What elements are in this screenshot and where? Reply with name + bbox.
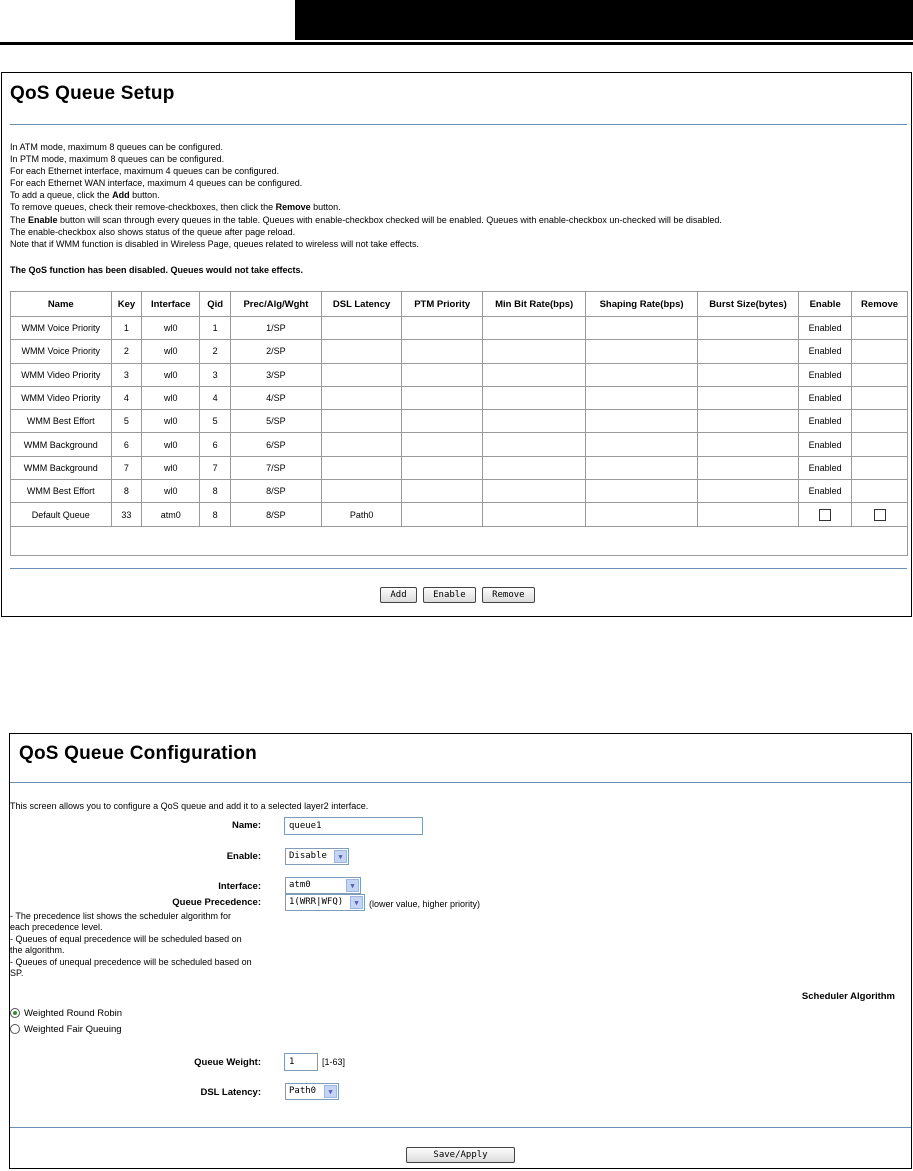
radio-wrr-label: Weighted Round Robin	[24, 1008, 123, 1019]
cell-ptm-priority	[402, 386, 483, 409]
cell-ptm-priority	[402, 503, 483, 526]
cell-burst-size	[697, 456, 799, 479]
cell-enable: Enabled	[799, 410, 852, 433]
col-enable: Enable	[799, 292, 852, 317]
cell-key: 3	[111, 363, 142, 386]
cell-shaping-rate	[586, 503, 697, 526]
title-divider	[10, 124, 907, 125]
table-row	[11, 456, 908, 479]
cell-dsl-latency	[321, 456, 402, 479]
enable-label: Enable:	[226, 851, 261, 862]
cell-ptm-priority	[402, 433, 483, 456]
name-input[interactable]: queue1	[284, 817, 423, 835]
cell-burst-size	[697, 503, 799, 526]
title-divider	[10, 782, 911, 783]
cell-name: WMM Voice Priority	[11, 317, 112, 340]
note-line: The enable-checkbox also shows status of the queue after page reload.	[10, 226, 296, 237]
cell-ptm-priority	[402, 340, 483, 363]
queue-precedence-label: Queue Precedence:	[172, 897, 261, 908]
note-line: For each Ethernet WAN interface, maximum 4 queues can be configured.	[10, 178, 303, 189]
cell-qid: 4	[200, 386, 231, 409]
cell-qid: 2	[200, 340, 231, 363]
chevron-down-icon: ▼	[350, 896, 363, 909]
radio-wfq-label: Weighted Fair Queuing	[24, 1024, 122, 1035]
cell-qid: 7	[200, 456, 231, 479]
interface-select[interactable]: atm0 ▼	[285, 877, 361, 894]
table-row	[11, 503, 908, 526]
cell-min-bit-rate	[482, 433, 585, 456]
cell-prec: 3/SP	[231, 363, 322, 386]
cell-remove	[852, 503, 908, 526]
cell-min-bit-rate	[482, 317, 585, 340]
cell-shaping-rate	[586, 386, 697, 409]
cell-interface: atm0	[142, 503, 200, 526]
col-prec-alg-wght: Prec/Alg/Wght	[231, 292, 322, 317]
cell-prec: 5/SP	[231, 410, 322, 433]
precedence-hint: (lower value, higher priority)	[369, 899, 481, 909]
cell-min-bit-rate	[482, 503, 585, 526]
cell-enable: Enabled	[799, 433, 852, 456]
cell-key: 5	[111, 410, 142, 433]
col-key: Key	[111, 292, 142, 317]
cell-name: WMM Video Priority	[11, 386, 112, 409]
cell-shaping-rate	[586, 317, 697, 340]
cell-burst-size	[697, 410, 799, 433]
queue-weight-input[interactable]: 1	[284, 1053, 318, 1071]
cell-enable: Enabled	[799, 363, 852, 386]
cell-interface: wl0	[142, 456, 200, 479]
cell-remove	[852, 363, 908, 386]
interface-label: Interface:	[218, 881, 261, 892]
cell-qid: 8	[200, 503, 231, 526]
cell-dsl-latency	[321, 386, 402, 409]
table-row	[11, 480, 908, 503]
scheduler-algorithm-label: Scheduler Algorithm	[801, 991, 895, 1002]
cell-name: WMM Best Effort	[11, 410, 112, 433]
cell-ptm-priority	[402, 317, 483, 340]
cell-shaping-rate	[586, 340, 697, 363]
cell-enable: Enabled	[799, 317, 852, 340]
cell-qid: 5	[200, 410, 231, 433]
cell-dsl-latency	[321, 410, 402, 433]
qos-disabled-warning: The QoS function has been disabled. Queues would not take effects.	[10, 265, 304, 275]
enable-checkbox[interactable]	[819, 509, 831, 521]
cell-enable: Enabled	[799, 456, 852, 479]
cell-prec: 8/SP	[231, 503, 322, 526]
cell-ptm-priority	[402, 480, 483, 503]
cell-key: 33	[111, 503, 142, 526]
cell-name: WMM Best Effort	[11, 480, 112, 503]
cell-dsl-latency	[321, 317, 402, 340]
cell-remove	[852, 317, 908, 340]
cell-enable: Enabled	[799, 480, 852, 503]
col-shaping-rate: Shaping Rate(bps)	[586, 292, 697, 317]
save-apply-button[interactable]: Save/Apply	[406, 1147, 514, 1163]
cell-dsl-latency	[321, 363, 402, 386]
table-row	[11, 363, 908, 386]
setup-button-row	[2, 584, 913, 603]
qos-queue-setup-panel	[1, 72, 912, 617]
cell-min-bit-rate	[482, 340, 585, 363]
cell-dsl-latency	[321, 480, 402, 503]
table-row	[11, 433, 908, 456]
queue-weight-label: Queue Weight:	[194, 1057, 261, 1068]
cell-enable	[799, 503, 852, 526]
cell-shaping-rate	[586, 456, 697, 479]
col-dsl-latency: DSL Latency	[321, 292, 402, 317]
cell-interface: wl0	[142, 340, 200, 363]
cell-key: 4	[111, 386, 142, 409]
cell-min-bit-rate	[482, 456, 585, 479]
cell-remove	[852, 340, 908, 363]
document-header-rule	[0, 42, 913, 45]
cell-interface: wl0	[142, 480, 200, 503]
buttons-divider	[10, 1127, 911, 1128]
cell-name: WMM Voice Priority	[11, 340, 112, 363]
cell-min-bit-rate	[482, 480, 585, 503]
cell-remove	[852, 386, 908, 409]
cell-min-bit-rate	[482, 410, 585, 433]
note-line: For each Ethernet interface, maximum 4 queues can be configured.	[10, 166, 280, 177]
cell-name: WMM Background	[11, 456, 112, 479]
cell-burst-size	[697, 480, 799, 503]
config-button-row	[10, 1144, 911, 1163]
cell-interface: wl0	[142, 386, 200, 409]
cell-ptm-priority	[402, 456, 483, 479]
page-title: QoS Queue Setup	[10, 83, 175, 104]
dsl-latency-select[interactable]: Path0 ▼	[285, 1083, 339, 1100]
qos-queue-configuration-panel	[9, 733, 912, 1169]
cell-interface: wl0	[142, 410, 200, 433]
cell-shaping-rate	[586, 480, 697, 503]
col-min-bit-rate: Min Bit Rate(bps)	[482, 292, 585, 317]
table-empty-footer-row	[11, 526, 908, 555]
col-remove: Remove	[852, 292, 908, 317]
note-enable: The Enable button will scan through every queues in the table. Queues with enable-checkbox checked will be enabled. Queues with enable-checkbox un-checked will be disabled.	[10, 214, 722, 225]
col-interface: Interface	[142, 292, 200, 317]
chevron-down-icon: ▼	[346, 879, 359, 892]
col-burst-size: Burst Size(bytes)	[697, 292, 799, 317]
cell-qid: 1	[200, 317, 231, 340]
cell-shaping-rate	[586, 363, 697, 386]
cell-key: 6	[111, 433, 142, 456]
cell-interface: wl0	[142, 317, 200, 340]
cell-name: WMM Video Priority	[11, 363, 112, 386]
cell-interface: wl0	[142, 433, 200, 456]
cell-ptm-priority	[402, 363, 483, 386]
chevron-down-icon: ▼	[334, 850, 347, 863]
radio-weighted-fair-queuing[interactable]	[10, 1024, 20, 1034]
cell-prec: 2/SP	[231, 340, 322, 363]
table-row	[11, 317, 908, 340]
config-intro: This screen allows you to configure a QoS queue and add it to a selected layer2 interface.	[10, 801, 369, 811]
col-name: Name	[11, 292, 112, 317]
note-line: In ATM mode, maximum 8 queues can be configured.	[10, 142, 223, 152]
table-row	[11, 340, 908, 363]
remove-button[interactable]: Remove	[482, 587, 535, 603]
cell-enable: Enabled	[799, 386, 852, 409]
cell-prec: 1/SP	[231, 317, 322, 340]
remove-checkbox[interactable]	[874, 509, 886, 521]
precedence-help: - The precedence list shows the scheduler algorithm for each precedence level. - Queues of equal precedence will be scheduled based on the algorithm. - Queues of unequal precedence will be scheduled based on SP.	[10, 911, 252, 979]
queue-table	[10, 291, 908, 556]
cell-prec: 4/SP	[231, 386, 322, 409]
cell-remove	[852, 433, 908, 456]
cell-key: 7	[111, 456, 142, 479]
cell-qid: 8	[200, 480, 231, 503]
page-title: QoS Queue Configuration	[19, 743, 257, 764]
note-line: In PTM mode, maximum 8 queues can be configured.	[10, 154, 225, 165]
queue-precedence-select[interactable]: 1(WRR|WFQ) ▼	[285, 894, 365, 911]
cell-burst-size	[697, 386, 799, 409]
name-label: Name:	[231, 820, 261, 831]
queue-table-header	[11, 292, 908, 317]
cell-burst-size	[697, 317, 799, 340]
cell-shaping-rate	[586, 433, 697, 456]
cell-qid: 6	[200, 433, 231, 456]
cell-dsl-latency	[321, 433, 402, 456]
setup-instructions	[10, 141, 722, 250]
radio-weighted-round-robin[interactable]	[10, 1008, 20, 1018]
chevron-down-icon: ▼	[324, 1085, 337, 1098]
cell-interface: wl0	[142, 363, 200, 386]
cell-key: 8	[111, 480, 142, 503]
cell-name: WMM Background	[11, 433, 112, 456]
cell-dsl-latency: Path0	[321, 503, 402, 526]
cell-name: Default Queue	[11, 503, 112, 526]
enable-button[interactable]: Enable	[423, 587, 476, 603]
document-header-bar	[295, 0, 913, 40]
cell-key: 1	[111, 317, 142, 340]
dsl-latency-label: DSL Latency:	[200, 1087, 261, 1098]
cell-burst-size	[697, 433, 799, 456]
cell-prec: 6/SP	[231, 433, 322, 456]
cell-remove	[852, 456, 908, 479]
cell-remove	[852, 480, 908, 503]
cell-burst-size	[697, 340, 799, 363]
col-ptm-priority: PTM Priority	[402, 292, 483, 317]
buttons-divider	[10, 568, 907, 569]
enable-select[interactable]: Disable ▼	[285, 848, 349, 865]
cell-key: 2	[111, 340, 142, 363]
cell-remove	[852, 410, 908, 433]
table-row	[11, 386, 908, 409]
cell-shaping-rate	[586, 410, 697, 433]
queue-weight-range: [1-63]	[322, 1057, 346, 1067]
cell-min-bit-rate	[482, 386, 585, 409]
note-line: Note that if WMM function is disabled in Wireless Page, queues related to wireless will not take effects.	[10, 238, 420, 249]
cell-min-bit-rate	[482, 363, 585, 386]
note-remove: To remove queues, check their remove-checkboxes, then click the Remove button.	[10, 202, 341, 213]
cell-prec: 7/SP	[231, 456, 322, 479]
table-row	[11, 410, 908, 433]
col-qid: Qid	[200, 292, 231, 317]
cell-burst-size	[697, 363, 799, 386]
add-button[interactable]: Add	[380, 587, 416, 603]
cell-ptm-priority	[402, 410, 483, 433]
cell-enable: Enabled	[799, 340, 852, 363]
cell-qid: 3	[200, 363, 231, 386]
note-add: To add a queue, click the Add button.	[10, 190, 160, 201]
cell-prec: 8/SP	[231, 480, 322, 503]
cell-dsl-latency	[321, 340, 402, 363]
